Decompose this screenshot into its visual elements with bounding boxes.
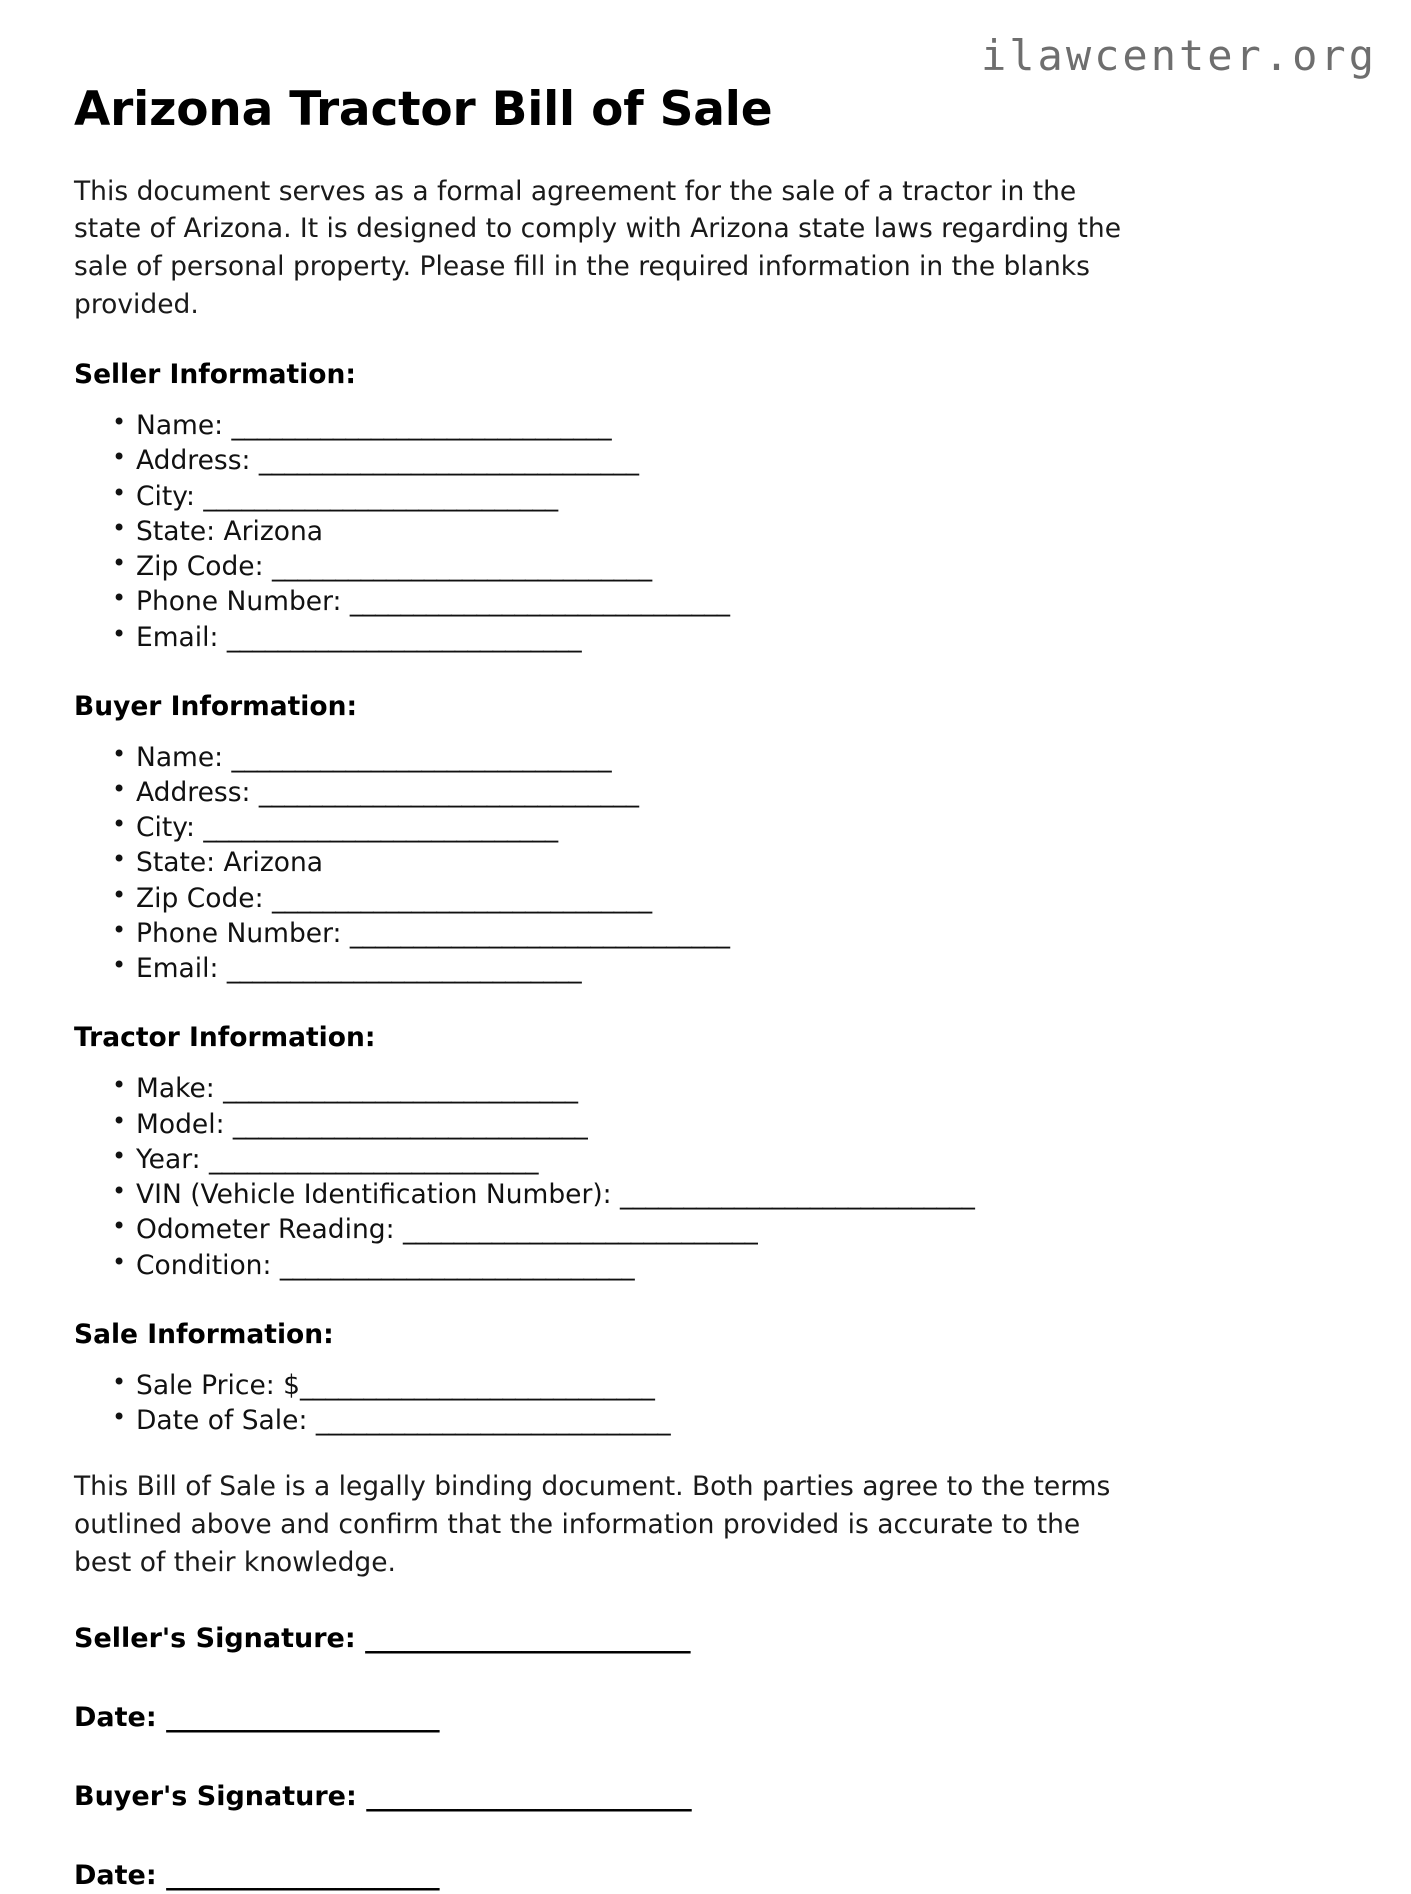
field-label: Zip Code: [136,551,272,583]
field-blank[interactable]: ______________________________ [231,410,612,442]
buyer-information-fields [74,726,1339,987]
list-item [74,881,1339,916]
field-label: Name: [136,741,232,773]
intro-paragraph: This document serves as a formal agreement for the sale of a tractor in the state of Arizona. It is designed to comply with Arizona state laws regarding the sale of personal property. Please fill in the required information in the blanks provided. [74,175,1121,320]
field-blank[interactable]: ____________________________ [402,1214,758,1246]
tractor-information-fields [74,1057,1339,1282]
list-item [74,1403,1339,1438]
list-item [74,443,1339,478]
list-item [74,1142,1339,1177]
field-label: City: [136,812,204,844]
buyer-date-label: Date: [74,1860,167,1892]
list-item [74,1368,1339,1403]
field-label: Address: [136,777,259,808]
field-label: Phone Number: [136,917,350,949]
list-item [74,775,1339,810]
field-blank[interactable]: ______________________________ [349,917,730,949]
field-blank[interactable]: ____________________________ [232,1108,588,1140]
field-label: Phone Number: [136,586,350,618]
list-item [74,620,1339,655]
page-title: Arizona Tractor Bill of Sale [74,82,773,137]
signature-block [74,1581,1339,1893]
field-label: Email: [136,953,227,985]
field-blank[interactable]: ______________________________ [258,777,639,808]
site-watermark: ilawcenter.org [980,31,1377,80]
field-label: Model: [136,1108,233,1140]
list-item [74,408,1339,443]
field-blank[interactable]: ______________________________ [271,882,652,914]
field-blank[interactable]: ____________________________ [300,1369,655,1401]
list-item [74,916,1339,951]
seller-signature-blank[interactable]: _________________________ [365,1623,691,1655]
field-label: Email: [136,621,227,653]
field-label: Year: [136,1143,209,1175]
field-blank[interactable]: ____________________________ [203,812,558,844]
list-item [74,740,1339,775]
buyer-date-blank[interactable]: _____________________ [166,1860,440,1892]
buyer-signature-blank[interactable]: _________________________ [366,1781,692,1813]
buyer-signature-row [74,1735,1339,1814]
field-label: Address: [136,445,259,477]
sale-information-fields [74,1354,1339,1438]
list-item [74,1071,1339,1106]
list-item [74,1212,1339,1247]
list-item [74,514,1339,549]
field-blank[interactable]: ______________________________ [271,551,652,583]
seller-date-label: Date: [74,1702,167,1734]
field-blank[interactable]: ____________________________ [226,953,582,985]
field-label: Name: [136,410,232,442]
tractor-information-heading: Tractor Information: [74,1022,376,1054]
field-blank[interactable]: ____________________________ [279,1249,635,1281]
field-label: City: [136,480,204,512]
list-item [74,1107,1339,1142]
list-item [74,845,1339,880]
field-label: Date of Sale: [136,1405,316,1437]
seller-date-blank[interactable]: _____________________ [166,1702,440,1734]
list-item [74,951,1339,986]
list-item [74,810,1339,845]
field-label: Make: [136,1073,224,1105]
field-blank[interactable]: ____________________________ [223,1073,578,1105]
field-blank[interactable]: ______________________________ [258,445,639,477]
field-blank[interactable]: ____________________________ [315,1405,671,1437]
field-label: State: Arizona [136,515,324,547]
field-label: VIN (Vehicle Identification Number): [136,1179,621,1211]
field-label: Zip Code: [136,882,272,914]
sale-information-heading: Sale Information: [74,1318,334,1350]
field-label: Sale Price: $ [136,1369,301,1401]
field-label: Odometer Reading: [136,1214,403,1246]
list-item [74,1177,1339,1212]
buyer-signature-label: Buyer's Signature: [74,1781,367,1813]
document-content [74,0,1339,1894]
list-item [74,549,1339,584]
list-item [74,479,1339,514]
seller-signature-label: Seller's Signature: [74,1623,366,1655]
list-item [74,1248,1339,1283]
field-blank[interactable]: ______________________________ [231,741,612,773]
seller-signature-row [74,1621,1339,1656]
field-blank[interactable]: __________________________ [209,1143,538,1175]
buyer-information-heading: Buyer Information: [74,690,358,722]
seller-information-fields [74,394,1339,655]
field-blank[interactable]: ______________________________ [349,586,730,618]
seller-date-row [74,1656,1339,1735]
buyer-date-row [74,1814,1339,1893]
field-label: Condition: [136,1249,280,1281]
field-blank[interactable]: ____________________________ [620,1179,975,1211]
list-item [74,584,1339,619]
field-blank[interactable]: ____________________________ [226,621,582,653]
closing-paragraph: This Bill of Sale is a legally binding document. Both parties agree to the terms outlined above and confirm that the information provided is accurate to the best of their knowledge. [74,1471,1111,1578]
field-blank[interactable]: ____________________________ [203,480,558,512]
field-label: State: Arizona [136,847,324,879]
seller-information-heading: Seller Information: [74,359,356,391]
